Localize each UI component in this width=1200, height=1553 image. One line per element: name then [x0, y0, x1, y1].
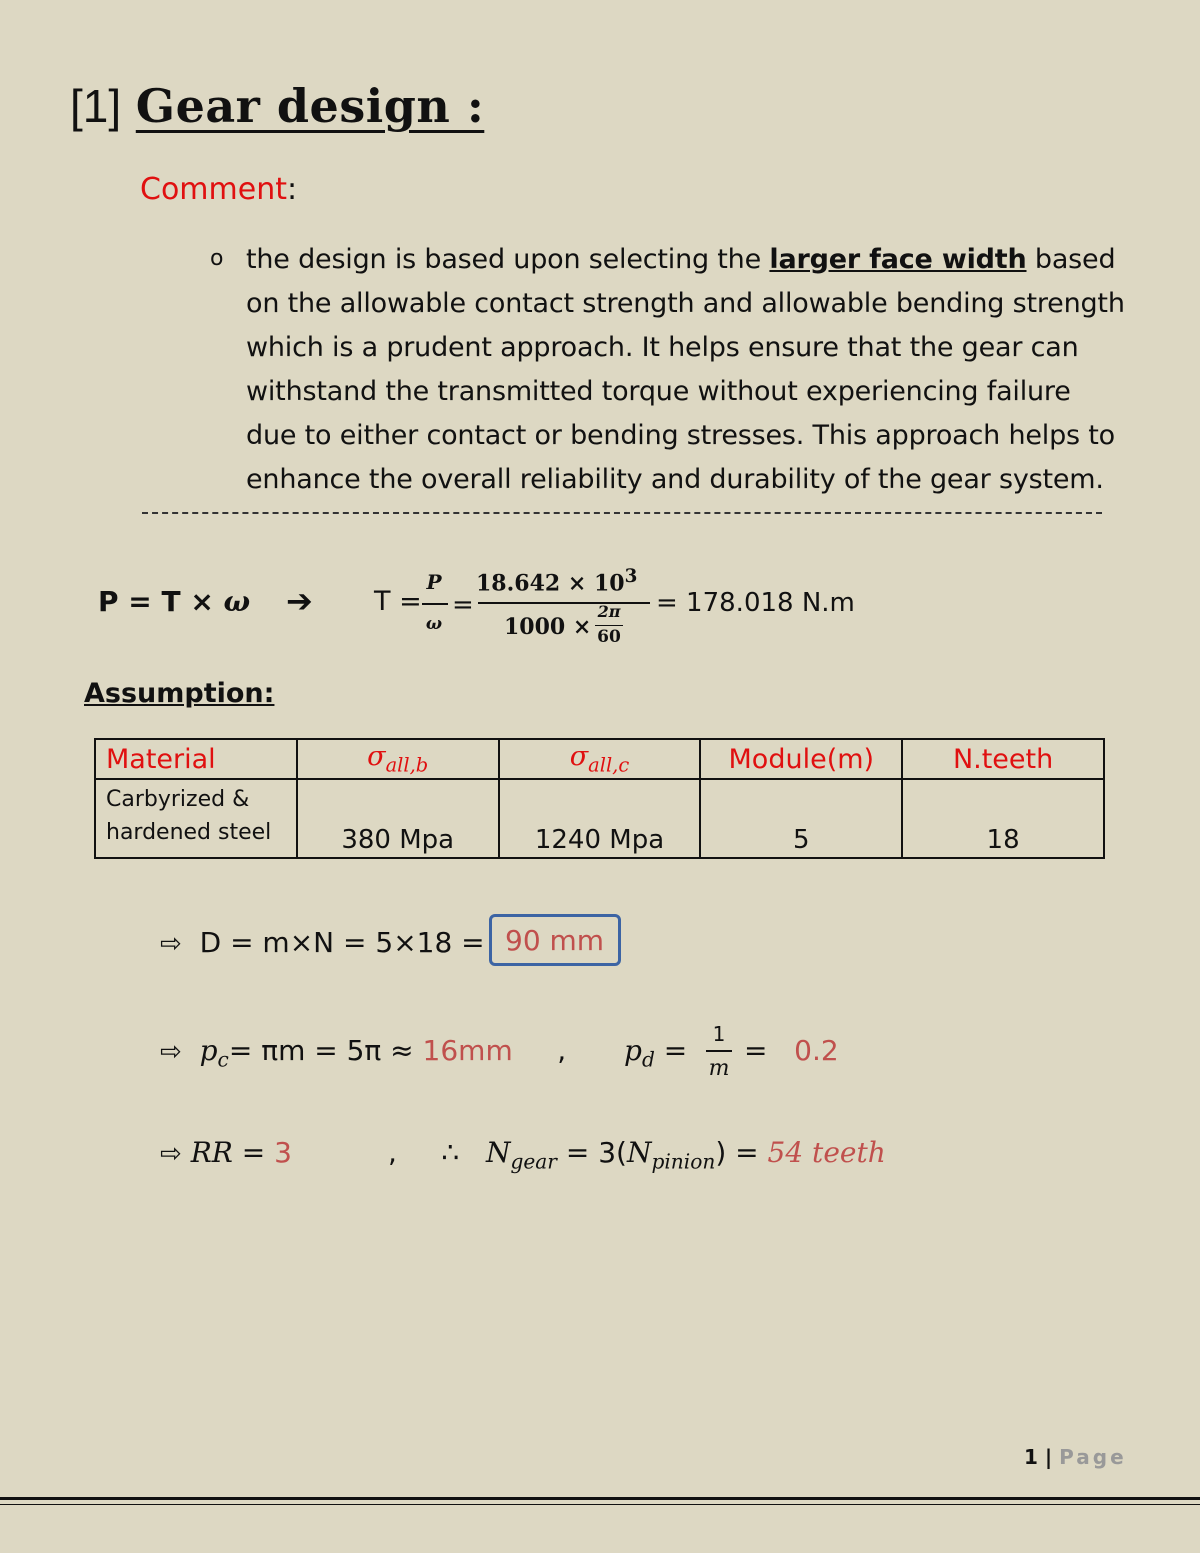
- header-teeth: N.teeth: [902, 739, 1104, 779]
- comment-heading: [140, 172, 297, 207]
- paragraph-text-start: the design is based upon selecting the: [246, 244, 770, 275]
- page-number: 1: [1024, 1445, 1038, 1469]
- power-equation-lhs: P = T ×: [98, 585, 224, 618]
- fraction-bar: [706, 1050, 732, 1052]
- torque-numerator-exponent: 3: [624, 566, 638, 587]
- pd-value: 0.2: [794, 1034, 839, 1067]
- page-footer: [1024, 1445, 1127, 1469]
- sigma-subscript: all,b: [385, 753, 429, 777]
- sigma-subscript: all,c: [588, 753, 630, 777]
- ngear-subscript: gear: [510, 1149, 557, 1174]
- page-label: Page: [1059, 1445, 1127, 1469]
- fraction-bar: [478, 602, 650, 604]
- material-line: Carbyrized &: [106, 787, 250, 812]
- torque-numerator-base: 18.642 × 10: [476, 570, 625, 597]
- pc-symbol: p: [199, 1034, 218, 1067]
- fraction-bar: [595, 625, 623, 626]
- sigma-symbol: σ: [367, 741, 386, 773]
- pd-equals-2: =: [744, 1034, 768, 1067]
- pd-subscript: d: [641, 1047, 655, 1072]
- section-number: [1]: [70, 80, 122, 132]
- rr-label: RR =: [190, 1136, 275, 1169]
- pc-value: 16mm: [422, 1034, 513, 1067]
- omega-symbol: ω: [223, 585, 251, 618]
- comment-colon: :: [286, 172, 298, 207]
- cell-material: [95, 779, 297, 858]
- pd-numerator: 1: [712, 1022, 726, 1046]
- footer-rule: [0, 1497, 1200, 1500]
- diameter-row: [160, 926, 485, 959]
- npinion-symbol: N: [626, 1136, 652, 1169]
- right-arrow-icon: ➔: [286, 582, 313, 620]
- pd-symbol: p: [624, 1034, 642, 1067]
- rr-value: 3: [274, 1136, 292, 1169]
- ngear-value: 54 teeth: [767, 1136, 886, 1169]
- hollow-arrow-icon: ⇨: [160, 929, 182, 959]
- torque-numerator: [476, 566, 636, 596]
- equals-sign: =: [452, 590, 474, 620]
- diametral-pitch-label: [624, 1034, 687, 1072]
- diameter-value: 90 mm: [505, 924, 605, 957]
- footer-rule: [0, 1504, 1200, 1505]
- npinion-subscript: pinion: [651, 1149, 716, 1174]
- sixty-denominator: 60: [597, 627, 621, 647]
- ratio-row: [160, 1136, 292, 1169]
- sigma-symbol: σ: [569, 741, 589, 773]
- therefore-symbol: ∴: [441, 1136, 460, 1169]
- header-sigma-contact: [499, 739, 701, 779]
- assumption-table: [94, 738, 1105, 859]
- assumption-heading: Assumption:: [84, 678, 275, 709]
- paragraph-text-end: based on the allowable contact strength and allowable bending strength which is a prudent approach. It helps ensure that the gear can withstand the transmitted torque without experiencing failure due to either contact or bending stresses. This approach helps to enhance the overall reliability and durability of the gear system.: [246, 244, 1125, 495]
- table-row: [95, 779, 1104, 858]
- fraction-bar: [422, 603, 448, 605]
- torque-result: = 178.018 N.m: [656, 588, 855, 618]
- pc-subscript: c: [217, 1047, 229, 1072]
- hollow-arrow-icon: ⇨: [160, 1139, 182, 1169]
- pd-denominator: m: [708, 1056, 730, 1081]
- section-title: Gear design :: [135, 79, 485, 133]
- ngear-expression: = 3(: [556, 1136, 627, 1169]
- torque-label: T =: [374, 586, 422, 617]
- comma-separator: ,: [388, 1136, 397, 1169]
- fraction-omega-denominator: ω: [425, 614, 443, 634]
- material-line: hardened steel: [106, 820, 272, 845]
- table-header-row: [95, 739, 1104, 779]
- torque-denominator: 1000 ×: [504, 614, 592, 640]
- pc-expression: = πm = 5π ≈: [228, 1034, 423, 1067]
- cell-module: 5: [700, 779, 902, 858]
- cell-sigma-bending: 380 Mpa: [297, 779, 499, 858]
- cell-teeth: 18: [902, 779, 1104, 858]
- paragraph-emphasis: larger face width: [769, 244, 1027, 275]
- cell-sigma-contact: 1240 Mpa: [499, 779, 701, 858]
- comment-paragraph: [246, 238, 1126, 502]
- footer-separator: |: [1037, 1445, 1060, 1469]
- pd-equals: =: [663, 1034, 688, 1067]
- comma-separator: ,: [557, 1034, 567, 1067]
- comment-label: Comment: [140, 172, 287, 207]
- header-sigma-bending: [297, 739, 499, 779]
- page-title: [70, 78, 484, 134]
- diameter-expression: D = m×N = 5×18 =: [199, 926, 485, 959]
- ngear-symbol: N: [485, 1136, 511, 1169]
- power-equation: [98, 585, 250, 618]
- header-module: Module(m): [700, 739, 902, 779]
- hollow-arrow-icon: ⇨: [160, 1037, 182, 1067]
- header-material: Material: [95, 739, 297, 779]
- close-paren: ) =: [715, 1136, 768, 1169]
- dashed-divider: [142, 512, 1102, 514]
- circular-pitch-row: [160, 1034, 566, 1072]
- fraction-p-numerator: P: [426, 570, 442, 594]
- two-pi-numerator: 2π: [597, 602, 621, 621]
- bullet-icon: o: [210, 246, 224, 271]
- diametral-pitch-result: [744, 1034, 839, 1067]
- gear-teeth-expression: [388, 1136, 886, 1174]
